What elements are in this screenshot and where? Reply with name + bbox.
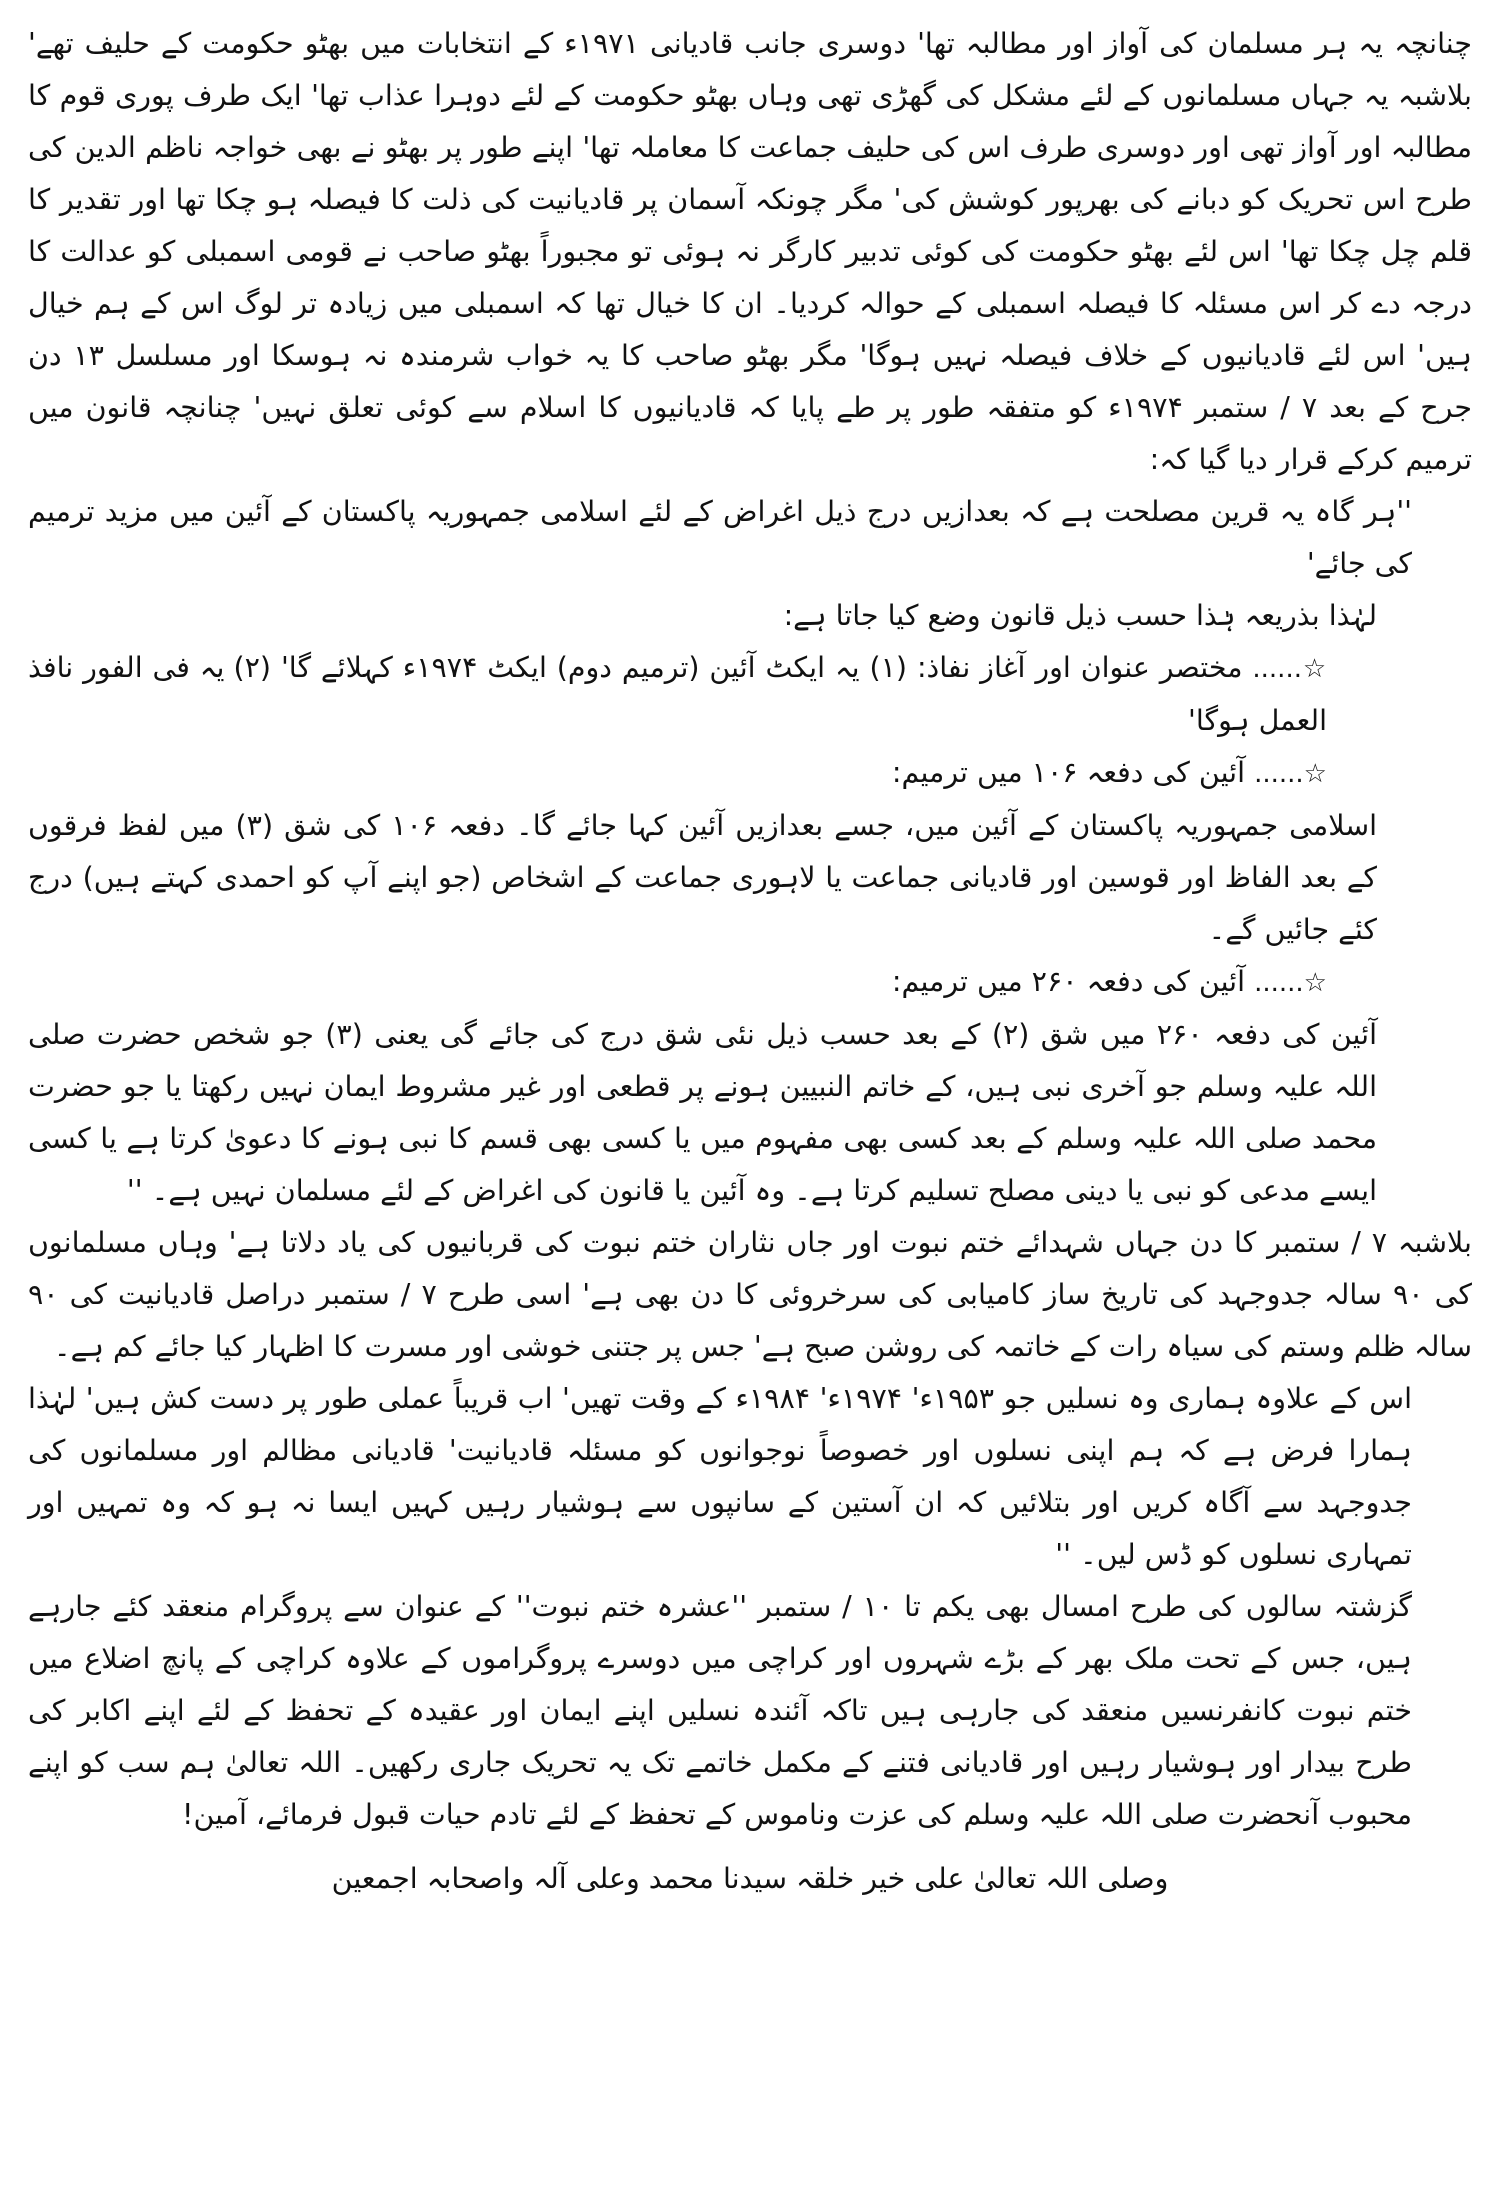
quote-enactment: لہٰذا بذریعہ ہٰذا حسب ذیل قانون وضع کیا جاتا ہے: xyxy=(783,599,1377,632)
closing-prayer: وصلی اللہ تعالیٰ علی خیر خلقہ سیدنا محمد وعلی آلہ واصحابہ اجمعین xyxy=(331,1862,1169,1895)
paragraph-article-106: اسلامی جمہوریہ پاکستان کے آئین میں، جسے بعدازیں آئین کہا جائے گا۔ دفعہ ۱۰۶ کی شق (۳) میں لفظ فرقوں کے بعد الفاظ اور قوسین اور قادیانی جماعت یا لاہوری جماعت کے اشخاص (جو اپنے آپ کو احمدی کہتے ہیں) درج کئے جائیں گے۔ xyxy=(28,809,1377,946)
section-short-title-text: مختصر عنوان اور آغاز نفاذ: (۱) یہ ایکٹ آئین (ترمیم دوم) ایکٹ ۱۹۷۴ء کہلائے گا' (۲) یہ فی الفور نافذ العمل ہوگا' xyxy=(28,651,1327,737)
quote-intro: ''ہر گاہ یہ قرین مصلحت ہے کہ بعدازیں درج ذیل اغراض کے لئے اسلامی جمہوریہ پاکستان کے آئین میں مزید ترمیم کی جائے' xyxy=(28,495,1412,580)
star-icon: ☆...... xyxy=(1252,654,1327,684)
paragraph-september-7: بلاشبہ ۷ / ستمبر کا دن جہاں شہدائے ختم نبوت اور جاں نثاران ختم نبوت کی قربانیوں کی یاد دلاتا ہے' وہاں مسلمانوں کی ۹۰ سالہ جدوجہد کی تاریخ ساز کامیابی کی سرخروئی کا دن بھی ہے' اسی طرح ۷ / ستمبر دراصل قادیانیت کی ۹۰ سالہ ظلم وستم کی سیاہ رات کے خاتمہ کی روشن صبح ہے' جس پر جتنی خوشی اور مسرت کا اظہار کیا جائے کم ہے۔ xyxy=(28,1226,1473,1363)
paragraph-generations: اس کے علاوہ ہماری وہ نسلیں جو ۱۹۵۳ء' ۱۹۷۴ء' ۱۹۸۴ء کے وقت تھیں' اب قریباً عملی طور پر دست کش ہیں' لہٰذا ہمارا فرض ہے کہ ہم اپنی نسلوں اور خصوصاً نوجوانوں کو مسئلہ قادیانیت' قادیانی مظالم اور مسلمانوں کی جدوجہد سے آگاہ کریں اور بتلائیں کہ ان آستین کے سانپوں سے ہوشیار رہیں کہیں ایسا نہ ہو کہ وہ تمہیں اور تمہاری نسلوں کو ڈس لیں۔ '' xyxy=(28,1382,1413,1571)
star-icon: ☆...... xyxy=(1254,968,1327,998)
paragraph-history: چنانچہ یہ ہر مسلمان کی آواز اور مطالبہ تھا' دوسری جانب قادیانی ۱۹۷۱ء کے انتخابات میں بھٹو حکومت کے حلیف تھے' بلاشبہ یہ جہاں مسلمانوں کے لئے مشکل کی گھڑی تھی وہاں بھٹو حکومت کے لئے دوہرا عذاب تھا' ایک طرف پوری قوم کا مطالبہ اور آواز تھی اور دوسری طرف اس کی حلیف جماعت کا معاملہ تھا' اپنے طور پر بھٹو نے بھی خواجہ ناظم الدین کی طرح اس تحریک کو دبانے کی بھرپور کوشش کی' مگر چونکہ آسمان پر قادیانیت کی ذلت کا فیصلہ ہو چکا تھا اور تقدیر کا قلم چل چکا تھا' اس لئے بھٹو حکومت کی کوئی تدبیر کارگر نہ ہوئی تو مجبوراً بھٹو صاحب نے قومی اسمبلی کو عدالت کا درجہ دے کر اس مسئلہ کا فیصلہ اسمبلی کے حوالہ کردیا۔ ان کا خیال تھا کہ اسمبلی میں زیادہ تر لوگ اس کے ہم خیال ہیں' اس لئے قادیانیوں کے خلاف فیصلہ نہیں ہوگا' مگر بھٹو صاحب کا یہ خواب شرمندہ نہ ہوسکا اور مسلسل ۱۳ دن جرح کے بعد ۷ / ستمبر ۱۹۷۴ء کو متفقہ طور پر طے پایا کہ قادیانیوں کا اسلام سے کوئی تعلق نہیں' چنانچہ قانون میں ترمیم کرکے قرار دیا گیا کہ: xyxy=(28,27,1473,476)
section-106-heading xyxy=(28,747,1472,800)
section-short-title xyxy=(28,642,1472,747)
paragraph-article-260: آئین کی دفعہ ۲۶۰ میں شق (۲) کے بعد حسب ذیل نئی شق درج کی جائے گی یعنی (۳) جو شخص حضرت صلی اللہ علیہ وسلم جو آخری نبی ہیں، کے خاتم النبیین ہونے پر قطعی اور غیر مشروط ایمان نہیں رکھتا یا جو حضرت محمد صلی اللہ علیہ وسلم کے بعد کسی بھی مفہوم میں یا کسی بھی قسم کا نبی ہونے کا دعویٰ کرتا ہے یا کسی ایسے مدعی کو نبی یا دینی مصلح تسلیم کرتا ہے۔ وہ آئین یا قانون کی اغراض کے لئے مسلمان نہیں ہے۔ '' xyxy=(28,1018,1377,1207)
section-260-heading xyxy=(28,956,1472,1009)
paragraph-program: گزشتہ سالوں کی طرح امسال بھی یکم تا ۱۰ / ستمبر ''عشرہ ختم نبوت'' کے عنوان سے پروگرام منعقد کئے جارہے ہیں، جس کے تحت ملک بھر کے بڑے شہروں اور کراچی میں دوسرے پروگراموں کے علاوہ کراچی کے پانچ اضلاع میں ختم نبوت کانفرنسیں منعقد کی جارہی ہیں تاکہ آئندہ نسلیں اپنے ایمان اور عقیدہ کے تحفظ کے لئے اپنے اکابر کی طرح بیدار اور ہوشیار رہیں اور قادیانی فتنے کے مکمل خاتمے تک یہ تحریک جاری رکھیں۔ اللہ تعالیٰ ہم سب کو اپنے محبوب آنحضرت صلی اللہ علیہ وسلم کی عزت وناموس کے تحفظ کے لئے تادم حیات قبول فرمائے، آمین! xyxy=(28,1590,1412,1831)
section-260-heading-text: آئین کی دفعہ ۲۶۰ میں ترمیم: xyxy=(891,965,1246,998)
section-106-heading-text: آئین کی دفعہ ۱۰۶ میں ترمیم: xyxy=(891,756,1246,789)
star-icon: ☆...... xyxy=(1254,759,1327,789)
